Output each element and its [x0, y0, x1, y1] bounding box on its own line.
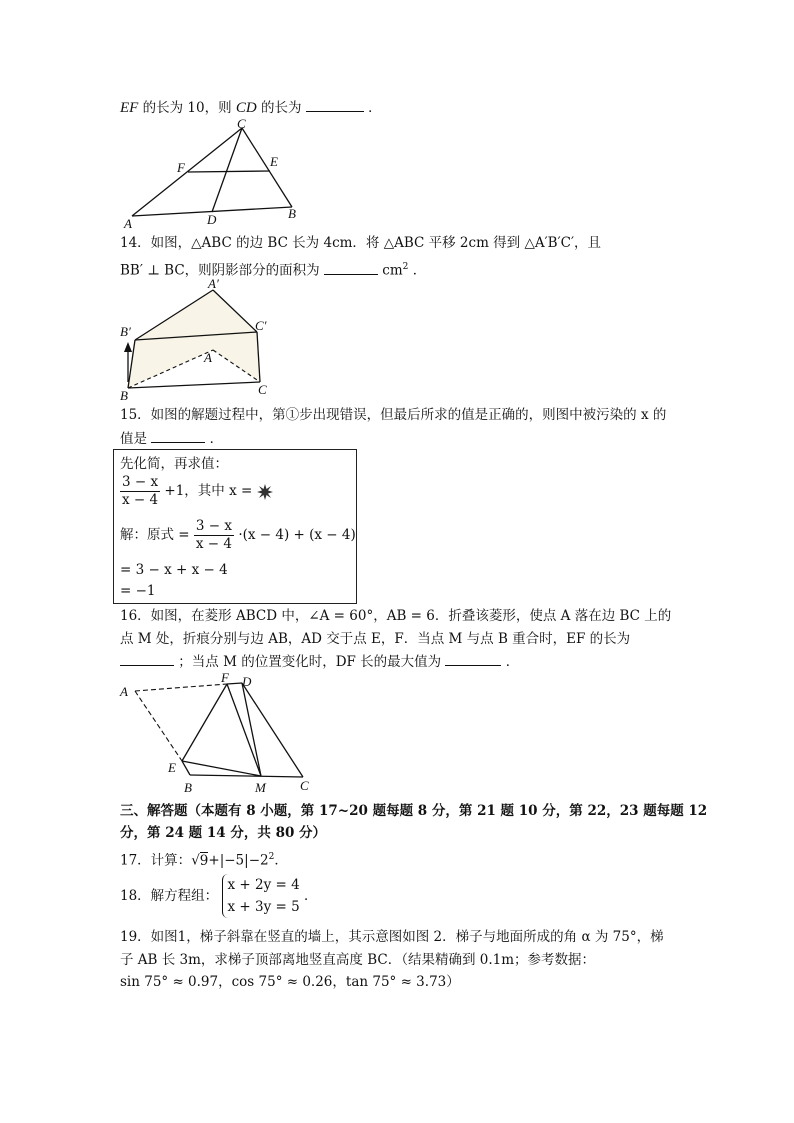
q15-fraction: $\frac{3 - x}{x - 4}$ — [122, 474, 159, 508]
q15-box-step2: = 3 − x + x − 4 — [120, 562, 228, 578]
q14-unit: cm — [382, 262, 403, 279]
q16-line-FM — [227, 684, 261, 776]
q16-line-EM — [182, 761, 261, 776]
q16-rhombus-figure — [118, 670, 318, 798]
q13-line-FE — [188, 171, 270, 172]
q18-equation-system — [222, 874, 299, 918]
sqrt-icon: √ — [191, 852, 200, 869]
q14-label-A: A — [204, 350, 212, 365]
q15-answer-blank[interactable] — [151, 429, 205, 443]
q15-solution-box — [113, 449, 357, 604]
q13-label-B: B — [288, 206, 296, 221]
q14-translation-figure — [118, 278, 278, 402]
q16-line-FD — [227, 683, 242, 684]
q16-line3: ；当点 M 的位置变化时，DF 长的最大值为 ． — [120, 652, 519, 671]
q14-end: ． — [412, 262, 427, 279]
q13-end: 的长为 — [261, 100, 302, 116]
q19-line1: 19．如图1，梯子斜靠在竖直的墙上，其示意图如图 2．梯子与地面所成的角 α 为 75°，梯 — [120, 929, 664, 945]
q15-box-title: 先化简，再求值： — [120, 456, 228, 472]
q19-line3: sin 75° ≈ 0.97，cos 75° ≈ 0.26，tan 75° ≈ 3.73） — [120, 974, 460, 990]
q14-label-B: B — [120, 388, 128, 402]
q18-eq1: x + 2y = 4 — [227, 877, 300, 893]
q17-text: 17．计算：$√9+|-5|-2^2$． — [120, 852, 288, 869]
q13-triangle-figure — [120, 118, 310, 230]
q16-label-D: D — [242, 674, 252, 689]
q17-radicand: 9 — [199, 852, 209, 869]
q16-label-A: A — [120, 684, 128, 699]
q18-eq2: x + 3y = 5 — [227, 899, 300, 915]
q15-line2-pre: 值是 — [120, 431, 147, 447]
q16-line-EB — [182, 761, 190, 775]
q13-mid: 的长为 10，则 — [142, 100, 232, 116]
q14-line1: 14．如图，△ABC 的边 BC 长为 4cm．将 △ABC 平移 2cm 得到 △A′B′C′，且 — [120, 235, 602, 251]
q15-end: ． — [209, 431, 224, 447]
q15-solution-fraction: $\frac{3 - x}{x - 4}$ — [195, 518, 233, 552]
q16-label-M: M — [255, 780, 266, 795]
q13-ef: EF — [120, 100, 139, 116]
q13-text — [120, 98, 382, 117]
q16-label-E: E — [168, 760, 176, 775]
q14-answer-blank[interactable] — [324, 261, 378, 275]
q16-label-F: F — [221, 670, 229, 685]
q19-line2: 子 AB 长 3m，求梯子顶部离地竖直高度 BC．（结果精确到 0.1m；参考数据： — [120, 952, 596, 968]
q13-period: ． — [368, 100, 382, 116]
q13-label-E: E — [270, 154, 278, 169]
q14-label-C1: C′ — [255, 318, 267, 333]
q14-line2-pre: BB′ ⊥ BC，则阴影部分的面积为 — [120, 262, 320, 279]
q13-answer-blank[interactable] — [306, 98, 364, 112]
q14-line2 — [120, 258, 426, 280]
q16-line1: 16．如图，在菱形 ABCD 中，∠A = 60°，AB = 6．折叠该菱形，使点 A 落在边 BC 上的 — [120, 608, 672, 624]
q16-label-C: C — [300, 778, 309, 793]
q18-text: 18．解方程组： x + 2y = 4 x + 3y = 5 ． — [120, 874, 318, 918]
q13-label-C: C — [237, 118, 246, 131]
q14-line-BC — [128, 382, 260, 388]
q13-label-A: A — [124, 216, 132, 230]
q14-label-B1: B′ — [120, 324, 131, 339]
q13-line-CB — [242, 128, 292, 207]
q15-box-solution: 解：原式 = $\frac{3 - x}{x - 4}$ ·(x − 4) + (x − 4) — [120, 518, 356, 552]
q16-dashed-AE — [135, 691, 182, 761]
q15-line1: 15．如图的解题过程中，第①步出现错误，但最后所求的值是正确的，则图中被污染的 x 的 — [120, 407, 667, 423]
q16-answer-blank-2[interactable] — [445, 652, 501, 666]
q15-line2 — [120, 429, 223, 448]
q16-line-BC — [190, 775, 303, 777]
q13-cd: CD — [235, 100, 257, 116]
q16-line2: 点 M 处，折痕分别与边 AB，AD 交于点 E，F．当点 M 与点 B 重合时，EF 的长为 — [120, 631, 631, 647]
section3-heading-line2: 分，第 24 题 14 分，共 80 分） — [120, 825, 327, 841]
q16-answer-blank-1[interactable] — [120, 652, 174, 666]
ink-stain-icon — [257, 484, 273, 500]
q14-label-C: C — [258, 382, 267, 397]
q15-box-step3: = −1 — [120, 583, 156, 599]
q13-label-F: F — [177, 160, 185, 175]
q14-unit-exp: 2 — [402, 262, 409, 272]
q14-label-A1: A′ — [208, 278, 219, 291]
q16-label-B: B — [184, 780, 192, 795]
q16-dashed-AF — [135, 684, 227, 691]
q15-box-expression: $\frac{3 - x}{x - 4}$ +1，其中 x = — [120, 474, 273, 509]
q16-line-FE — [182, 684, 227, 761]
section3-heading-line1: 三、解答题（本题有 8 小题，第 17~20 题每题 8 分，第 21 题 10 分，第 22，23 题每题 12 — [120, 803, 708, 819]
q13-label-D: D — [207, 212, 217, 227]
